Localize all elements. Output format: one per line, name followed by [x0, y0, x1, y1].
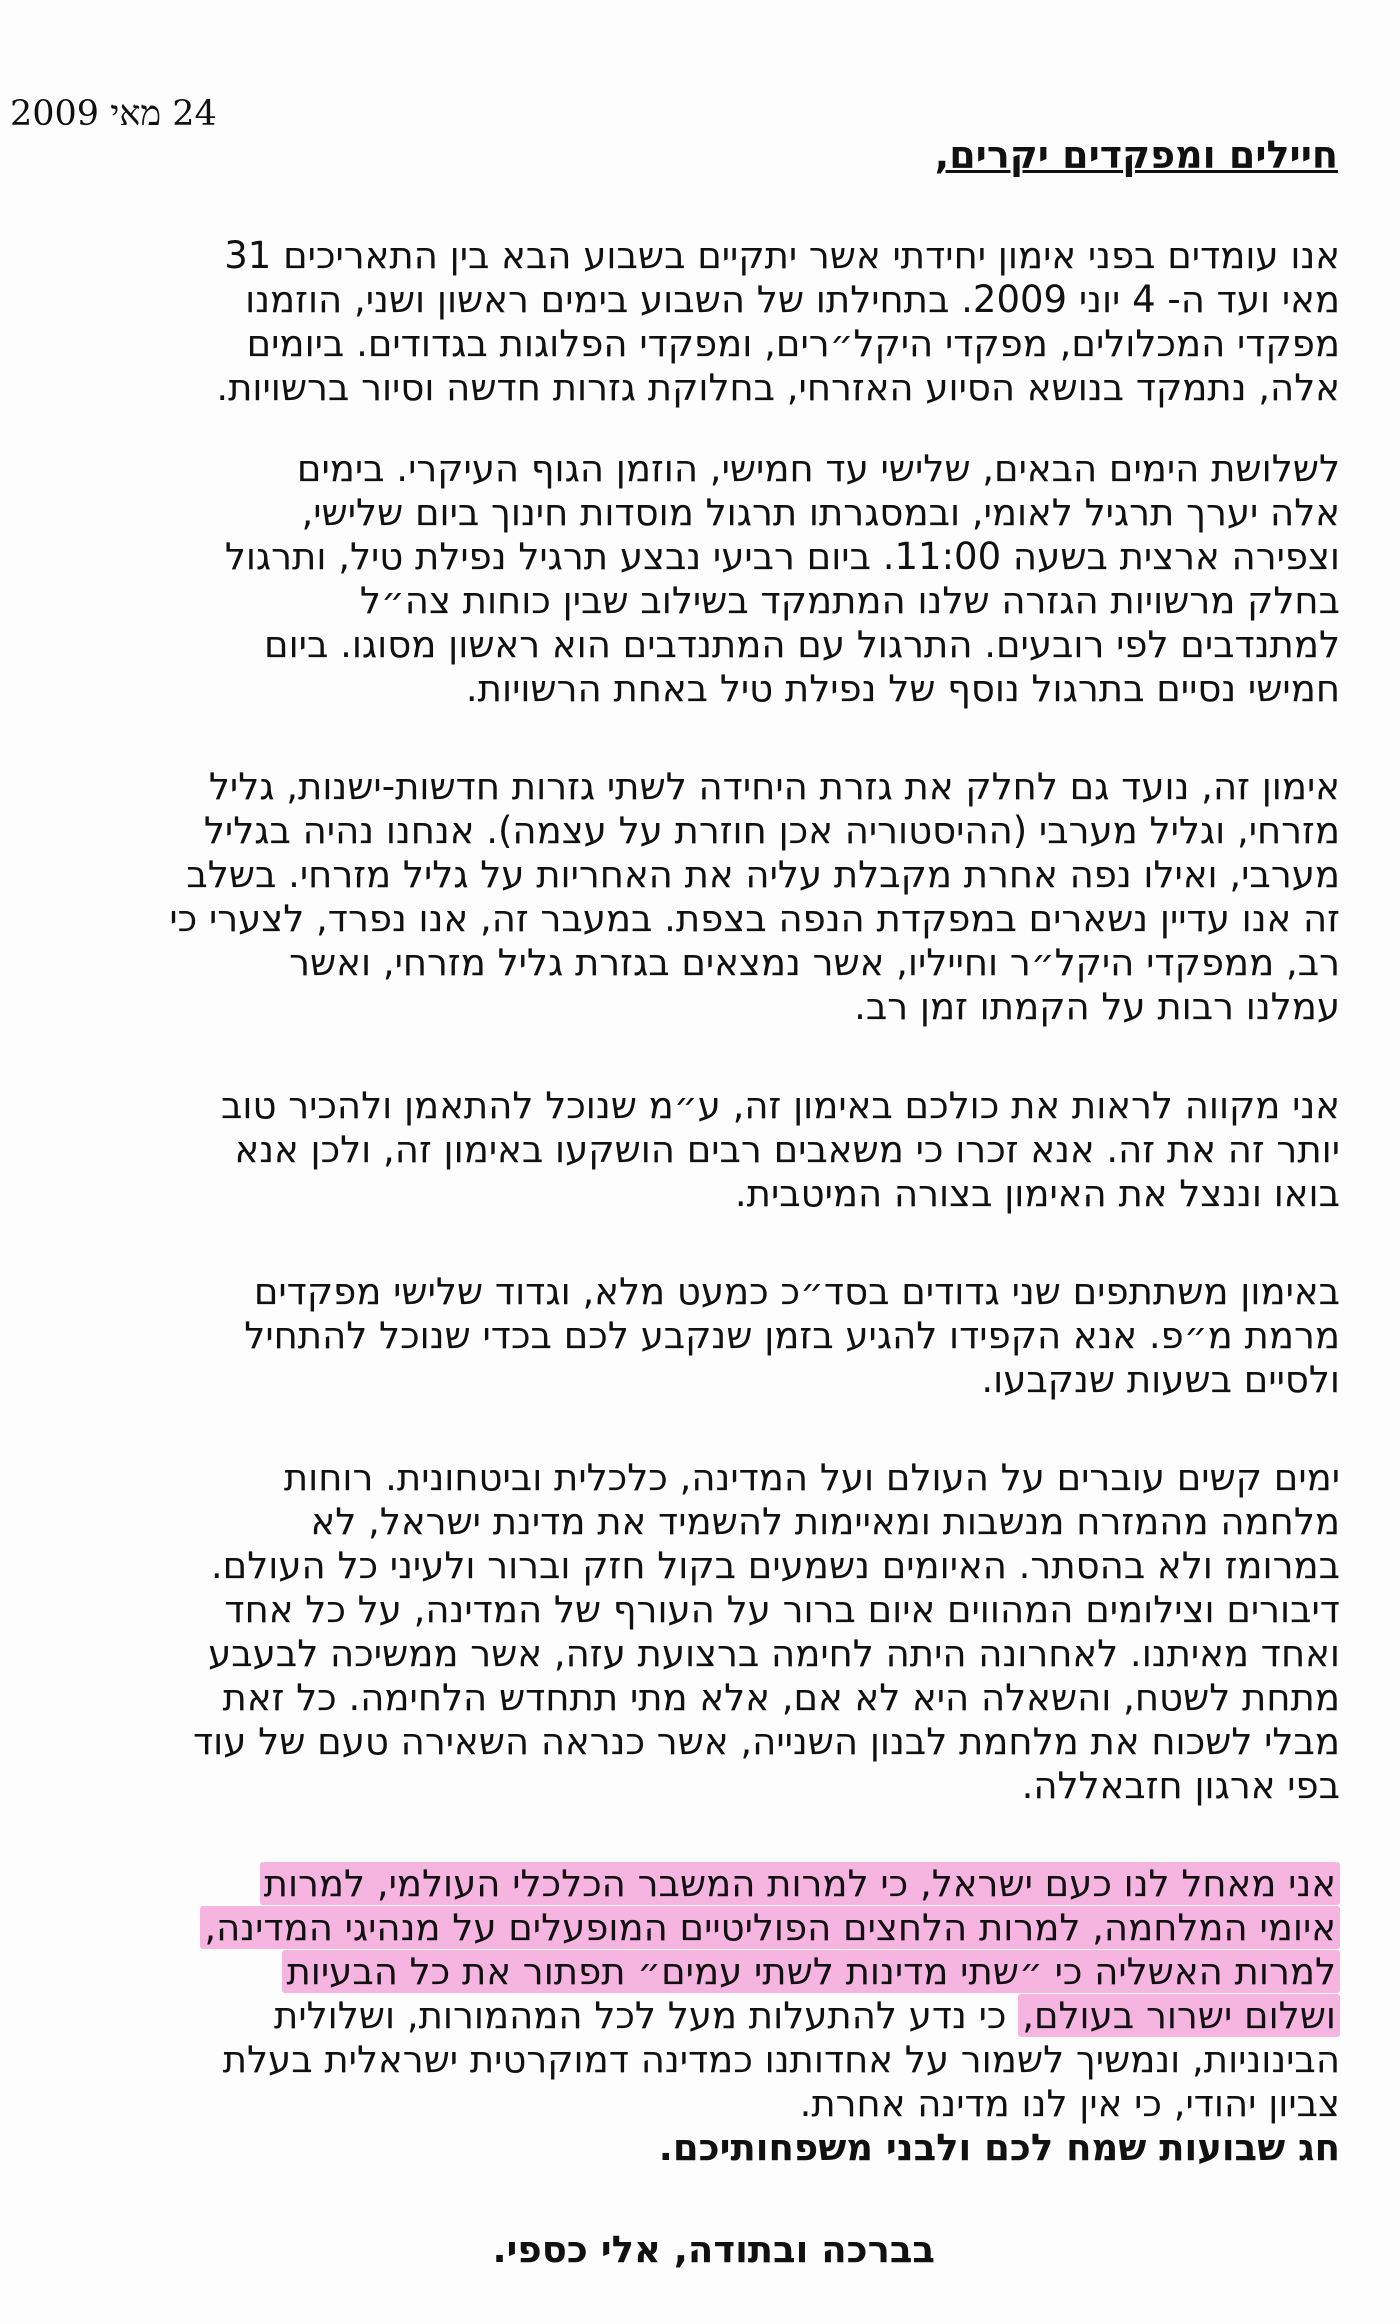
paragraph-6-line-1: ימים קשים עוברים על העולם ועל המדינה, כלכלית וביטחונית. רוחות	[283, 1456, 1340, 1499]
paragraph-2-line-4: בחלק מרשויות הגזרה שלנו המתמקד בשילוב שבין כוחות צה״ל	[359, 579, 1340, 622]
paragraph-4-line-2: יותר זה את זה. אנא זכרו כי משאבים רבים הושקעו באימון זה, ולכן אנא	[234, 1128, 1340, 1171]
paragraph-6-line-5: ואחד מאיתנו. לאחרונה היתה לחימה ברצועת עזה, אשר ממשיכה לבעבע	[208, 1632, 1340, 1675]
paragraph-2-line-6: חמישי נסיים בתרגול נוסף של נפילת טיל באחת הרשויות.	[465, 667, 1340, 710]
paragraph-6-line-3: במרומז ולא בהסתר. האיומים נשמעים בקול חזק וברור ולעיני כל העולם.	[210, 1544, 1340, 1587]
paragraph-5-line-1: באימון משתתפים שני גדודים בסד״כ כמעט מלא, וגדוד שלישי מפקדים	[253, 1270, 1340, 1313]
paragraph-3-line-6: עמלנו רבות על הקמתו זמן רב.	[854, 985, 1340, 1028]
letter-salutation: חיילים ומפקדים יקרים,	[934, 133, 1338, 177]
paragraph-1-line-3: מפקדי המכלולים, מפקדי היקל״רים, ומפקדי הפלוגות בגדודים. ביומים	[246, 322, 1340, 365]
paragraph-1-line-2: מאי ועד ה- 4 יוני 2009. בתחילתו של השבוע בימים ראשון ושני, הוזמנו	[245, 278, 1340, 321]
closing-line-4-continuation: כי נדע להתעלות מעל לכל המהמורות, ושלולית	[274, 1994, 1019, 2037]
holiday-greeting: חג שבועות שמח לכם ולבני משפחותיכם.	[658, 2126, 1340, 2169]
paragraph-4-line-3: בואו וננצל את האימון בצורה המיטבית.	[734, 1172, 1340, 1215]
closing-line-3	[282, 1950, 1340, 1994]
closing-line-6: צביון יהודי, כי אין לנו מדינה אחרת.	[799, 2082, 1340, 2125]
paragraph-2-line-5: למתנדבים לפי רובעים. התרגול עם המתנדבים הוא ראשון מסוגו. ביום	[264, 623, 1340, 666]
paragraph-3-line-3: מערבי, ואילו נפה אחרת מקבלת עליה את האחריות על גליל מזרחי. בשלב	[186, 853, 1340, 896]
paragraph-5-line-3: ולסיים בשעות שנקבעו.	[981, 1358, 1340, 1401]
paragraph-4-line-1: אני מקווה לראות את כולכם באימון זה, ע״מ שנוכל להתאמן ולהכיר טוב	[220, 1084, 1340, 1127]
paragraph-6-line-8: בפי ארגון חזבאללה.	[1021, 1764, 1340, 1807]
highlighted-text: איומי המלחמה, למרות הלחצים הפוליטיים המופעלים על מנהיגי המדינה,	[200, 1906, 1340, 1949]
closing-line-1	[260, 1862, 1340, 1906]
paragraph-3-line-1: אימון זה, נועד גם לחלק את גזרת היחידה לשתי גזרות חדשות-ישנות, גליל	[208, 765, 1340, 808]
closing-line-4	[274, 1994, 1340, 2038]
paragraph-6-line-2: מלחמה מהמזרח מנשבות ומאיימות להשמיד את מדינת ישראל, לא	[310, 1500, 1340, 1543]
paragraph-1-line-1: אנו עומדים בפני אימון יחידתי אשר יתקיים בשבוע הבא בין התאריכים 31	[224, 234, 1340, 277]
paragraph-3-line-4: זה אנו עדיין נשארים במפקדת הנפה בצפת. במעבר זה, אנו נפרד, לצערי כי	[169, 897, 1340, 940]
paragraph-1-line-4: אלה, נתמקד בנושא הסיוע האזרחי, בחלוקת גזרות חדשה וסיור ברשויות.	[216, 366, 1340, 409]
highlighted-text: למרות האשליה כי ״שתי מדינות לשתי עמים״ תפתור את כל הבעיות	[282, 1950, 1340, 1993]
paragraph-3-line-5: רב, ממפקדי היקל״ר וחייליו, אשר נמצאים בגזרת גליל מזרחי, ואשר	[289, 941, 1340, 984]
paragraph-2-line-1: לשלושת הימים הבאים, שלישי עד חמישי, הוזמן הגוף העיקרי. בימים	[296, 447, 1340, 490]
paragraph-5-line-2: מרמת מ״פ. אנא הקפידו להגיע בזמן שנקבע לכם בכדי שנוכל להתחיל	[244, 1314, 1340, 1357]
letter-date: 24 מאי 2009	[10, 94, 217, 134]
closing-line-5: הבינוניות, ונמשיך לשמור על אחדותנו כמדינה דמוקרטית ישראלית בעלת	[222, 2038, 1340, 2081]
closing-line-2	[200, 1906, 1340, 1950]
paragraph-6-line-4: דיבורים וצילומים המהווים איום ברור על העורף של המדינה, על כל אחד	[224, 1588, 1340, 1631]
signature-line: בברכה ובתודה, אלי כספי.	[492, 2228, 935, 2271]
paragraph-6-line-7: מבלי לשכוח את מלחמת לבנון השנייה, אשר כנראה השאירה טעם של עוד	[192, 1720, 1340, 1763]
paragraph-6-line-6: מתחת לשטח, והשאלה היא לא אם, אלא מתי תתחדש הלחימה. כל זאת	[222, 1676, 1340, 1719]
paragraph-2-line-3: וצפירה ארצית בשעה 11:00. ביום רביעי נבצע תרגיל נפילת טיל, ותרגול	[224, 535, 1340, 578]
highlighted-text: ושלום ישרור בעולם,	[1018, 1994, 1340, 2037]
paragraph-3-line-2: מזרחי, וגליל מערבי (ההיסטוריה אכן חוזרת על עצמה). אנחנו נהיה בגליל	[203, 809, 1340, 852]
paragraph-2-line-2: אלה יערך תרגיל לאומי, ובמסגרתו תרגול מוסדות חינוך ביום שלישי,	[301, 491, 1340, 534]
highlighted-text: אני מאחל לנו כעם ישראל, כי למרות המשבר הכלכלי העולמי, למרות	[260, 1862, 1340, 1905]
